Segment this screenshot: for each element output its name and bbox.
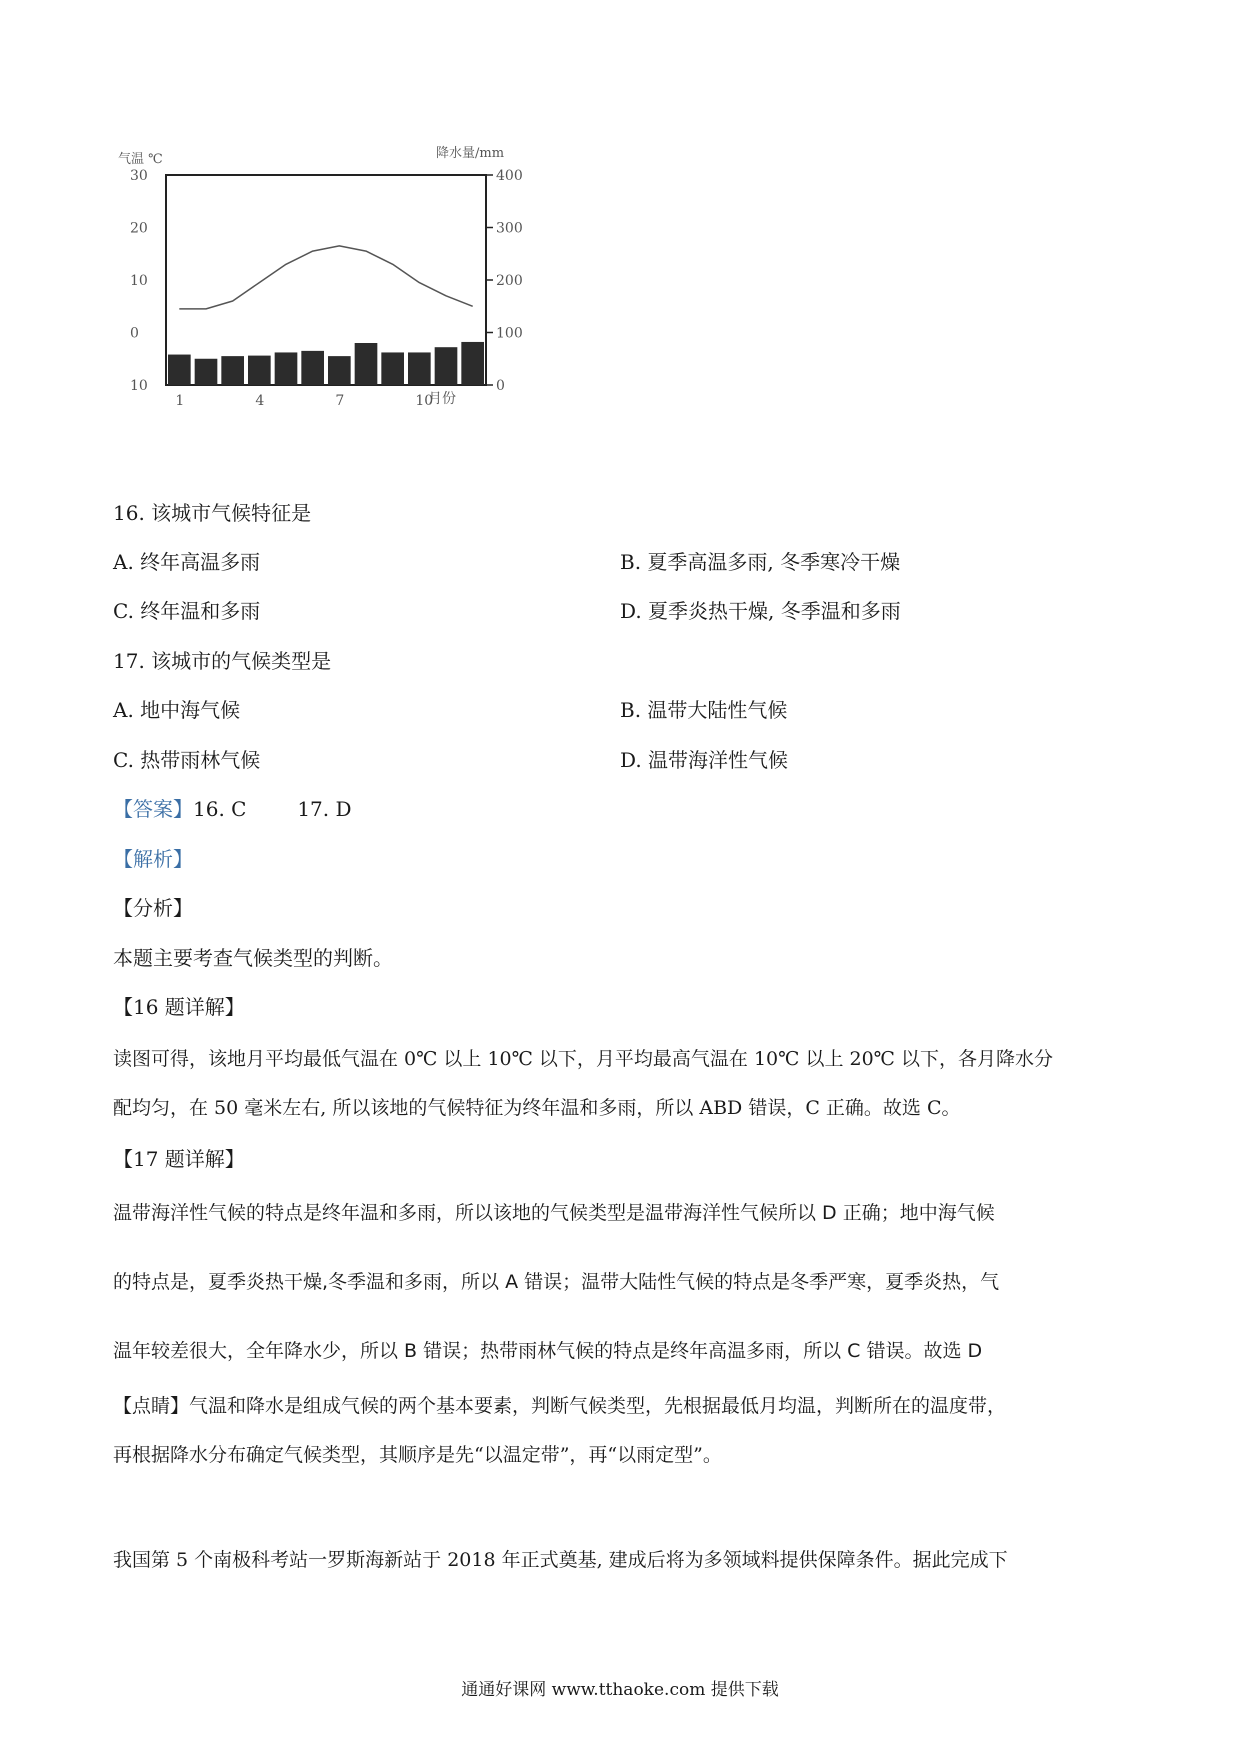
answer-label: 【答案】 <box>113 797 193 821</box>
precipitation-bar <box>195 359 218 385</box>
q17-option-b: B. 温带大陆性气候 <box>620 698 788 722</box>
q16-option-c: C. 终年温和多雨 <box>113 599 261 623</box>
detail17-line2: 的特点是，夏季炎热干燥,冬季温和多雨，所以 A 错误；温带大陆性气候的特点是冬季严寒，夏季炎热，气 <box>113 1271 1000 1293</box>
precipitation-bar <box>328 356 351 385</box>
detail16-line1: 读图可得，该地月平均最低气温在 0℃ 以上 10℃ 以下，月平均最高气温在 10℃ 以上 20℃ 以下，各月降水分 <box>113 1048 1053 1070</box>
q17-option-c: C. 热带雨林气候 <box>113 748 261 772</box>
q17-option-a: A. 地中海气候 <box>113 698 241 722</box>
precipitation-bar <box>381 352 404 385</box>
precipitation-bar <box>461 342 484 385</box>
jiexi-label: 【解析】 <box>113 847 193 871</box>
x-tick-label: 7 <box>335 393 345 409</box>
q16-option-b: B. 夏季高温多雨, 冬季寒冷干燥 <box>620 550 901 574</box>
right-tick-label: 0 <box>496 378 505 394</box>
right-axis-label: 降水量/mm <box>436 146 505 161</box>
temperature-line <box>179 246 472 309</box>
answer-text: 16. C 17. D <box>193 797 352 821</box>
detail17-line1: 温带海洋性气候的特点是终年温和多雨，所以该地的气候类型是温带海洋性气候所以 D 正确；地中海气候 <box>113 1202 995 1224</box>
right-tick-label: 300 <box>496 220 523 237</box>
right-tick-label: 200 <box>496 273 523 289</box>
precipitation-bar <box>248 356 271 385</box>
precipitation-bar <box>355 343 378 385</box>
left-tick-label: 0 <box>130 325 139 342</box>
q17-stem: 17. 该城市的气候类型是 <box>113 649 332 673</box>
fenxi-text: 本题主要考查气候类型的判断。 <box>113 946 393 970</box>
left-tick-label: 10 <box>130 378 148 394</box>
precipitation-bar <box>221 356 244 385</box>
detail16-label: 【16 题详解】 <box>113 995 245 1019</box>
q16-stem: 16. 该城市气候特征是 <box>113 501 312 525</box>
right-tick-label: 400 <box>496 168 523 184</box>
precipitation-bar <box>301 351 324 385</box>
dianjing-line2: 再根据降水分布确定气候类型，其顺序是先“以温定带”，再“以雨定型”。 <box>113 1444 722 1466</box>
left-axis-label: 气温 ℃ <box>118 152 163 167</box>
left-tick-label: 10 <box>130 273 148 289</box>
next-question-intro: 我国第 5 个南极科考站一罗斯海新站于 2018 年正式奠基, 建成后将为多领域料提供保障条件。据此完成下 <box>113 1549 1008 1571</box>
detail17-line3: 温年较差很大，全年降水少，所以 B 错误；热带雨林气候的特点是终年高温多雨，所以 C 错误。故选 D <box>113 1340 983 1362</box>
left-tick-label: 20 <box>130 220 148 237</box>
x-axis-label: 月份 <box>428 391 456 407</box>
precipitation-bar <box>168 355 191 385</box>
precipitation-bar <box>435 347 458 385</box>
detail16-line2: 配均匀，在 50 毫米左右, 所以该地的气候特征为终年温和多雨，所以 ABD 错误，C 正确。故选 C。 <box>113 1097 961 1119</box>
x-tick-label: 1 <box>175 393 185 409</box>
q17-option-d: D. 温带海洋性气候 <box>620 748 789 772</box>
fenxi-label: 【分析】 <box>113 896 193 920</box>
dianjing-line1: 【点睛】气温和降水是组成气候的两个基本要素，判断气候类型，先根据最低月均温，判断所在的温度带， <box>113 1395 1007 1417</box>
q16-option-d: D. 夏季炎热干燥, 冬季温和多雨 <box>620 599 901 623</box>
left-tick-label: 30 <box>130 168 148 184</box>
climate-chart <box>110 146 550 465</box>
q16-option-a: A. 终年高温多雨 <box>113 550 261 574</box>
x-tick-label: 4 <box>255 393 265 409</box>
answer-line <box>113 793 352 822</box>
precipitation-bar <box>408 352 431 385</box>
right-tick-label: 100 <box>496 325 523 342</box>
detail17-label: 【17 题详解】 <box>113 1147 245 1171</box>
footer-credit: 通通好课网 www.tthaoke.com 提供下载 <box>461 1680 779 1700</box>
x-tick-label: 10 <box>415 393 434 409</box>
precipitation-bar <box>275 352 298 385</box>
